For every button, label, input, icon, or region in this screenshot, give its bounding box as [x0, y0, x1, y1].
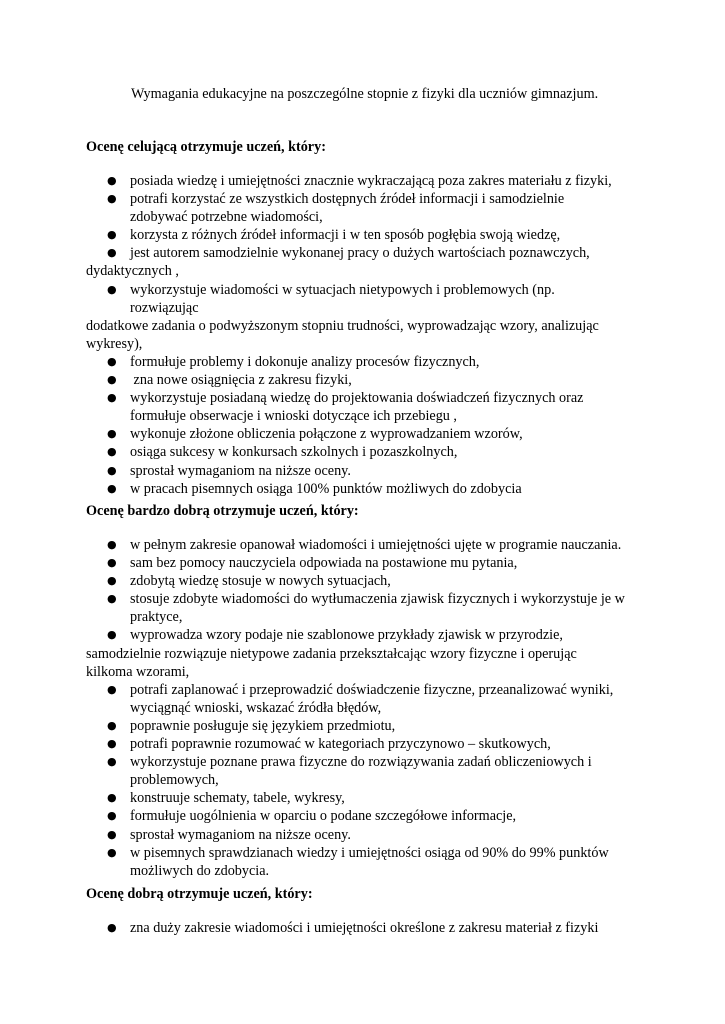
bullet-icon: ● — [107, 628, 117, 642]
list-item: ● wykorzystuje poznane prawa fizyczne do rozwiązywania zadań obliczeniowych i problemowych, — [107, 754, 592, 789]
bullet-icon: ● — [107, 538, 117, 551]
bullet-icon: ● — [107, 391, 117, 405]
list-item: ● wyprowadza wzory podaje nie szablonowe przykłady zjawisk w przyrodzie, samodzielnie rozwiązuje nietypowe zadania przekształcając wzory fizyczne i operując kilkoma wzorami, — [86, 627, 577, 680]
bullet-icon: ● — [107, 845, 117, 859]
list-item: ● wykorzystuje posiadaną wiedzę do projektowania doświadczeń fizycznych oraz formułuje obserwacje i wnioski dotyczące ich przebiegu , — [107, 390, 584, 425]
bullet-icon: ● — [107, 373, 117, 387]
list-item: ● konstruuje schematy, tabele, wykresy, — [107, 790, 345, 807]
section-list-dobra — [86, 919, 646, 937]
bullet-icon: ● — [107, 427, 117, 441]
list-item: ● w pełnym zakresie opanował wiadomości i umiejętności ujęte w programie nauczania. — [107, 537, 622, 553]
section-heading-celujaca: Ocenę celującą otrzymuje uczeń, który: — [86, 139, 326, 155]
list-item: ● stosuje zdobyte wiadomości do wytłumaczenia zjawisk fizycznych i wykorzystuje je w praktyce, — [107, 591, 625, 626]
bullet-icon: ● — [107, 809, 117, 823]
section-heading-dobra: Ocenę dobrą otrzymuje uczeń, który: — [86, 886, 313, 902]
list-item: ● poprawnie posługuje się językiem przedmiotu, — [107, 717, 396, 734]
list-item: ● formułuje uogólnienia w oparciu o podane szczegółowe informacje, — [107, 808, 517, 825]
list-item: ● potrafi zaplanować i przeprowadzić doświadczenie fizyczne, przeanalizować wyniki, wyciągnąć wnioski, wskazać źródła błędów, — [107, 681, 614, 716]
bullet-icon: ● — [107, 445, 117, 459]
section-list-celujaca — [86, 172, 646, 498]
bullet-icon: ● — [107, 574, 117, 588]
list-item: ● sam bez pomocy nauczyciela odpowiada na postawione mu pytania, — [107, 555, 518, 572]
list-item: ● zna nowe osiągnięcia z zakresu fizyki, — [107, 372, 352, 389]
list-item: ● jest autorem samodzielnie wykonanej pracy o dużych wartościach poznawczych, dydaktycznych , — [86, 245, 590, 280]
list-item: ● zna duży zakresie wiadomości i umiejętności określone z zakresu materiał z fizyki — [107, 920, 599, 936]
bullet-icon: ● — [107, 354, 117, 368]
bullet-icon: ● — [107, 192, 117, 206]
list-item: ● wykorzystuje wiadomości w sytuacjach nietypowych i problemowych (np. rozwiązując dodatkowe zadania o podwyższonym stopniu trudności, wyprowadzając wzory, analizując wykresy), — [86, 281, 599, 352]
bullet-icon: ● — [107, 921, 117, 934]
bullet-icon: ● — [107, 737, 117, 751]
bullet-icon: ● — [107, 463, 117, 477]
document-title: Wymagania edukacyjne na poszczególne stopnie z fizyki dla uczniów gimnazjum. — [131, 86, 599, 102]
bullet-icon: ● — [107, 718, 117, 732]
list-item: ● osiąga sukcesy w konkursach szkolnych i pozaszkolnych, — [107, 444, 458, 461]
bullet-icon: ● — [107, 682, 117, 696]
bullet-icon: ● — [107, 755, 117, 769]
section-list-bardzo-dobra — [86, 536, 646, 880]
list-item: ● korzysta z różnych źródeł informacji i w ten sposób pogłębia swoją wiedzę, — [107, 227, 561, 244]
section-heading-bardzo-dobra: Ocenę bardzo dobrą otrzymuje uczeń, który: — [86, 503, 359, 519]
list-item: ● potrafi poprawnie rozumować w kategoriach przyczynowo – skutkowych, — [107, 736, 551, 753]
list-item: ● sprostał wymaganiom na niższe oceny. — [107, 826, 351, 843]
list-item: ● w pracach pisemnych osiąga 100% punktów możliwych do zdobycia — [107, 480, 522, 497]
bullet-icon: ● — [107, 556, 117, 570]
list-item: ● formułuje problemy i dokonuje analizy procesów fizycznych, — [107, 353, 480, 370]
bullet-icon: ● — [107, 246, 117, 260]
list-item: ● posiada wiedzę i umiejętności znacznie wykraczającą poza zakres materiału z fizyki, — [107, 173, 612, 189]
list-item: ● potrafi korzystać ze wszystkich dostępnych źródeł informacji i samodzielnie zdobywać potrzebne wiadomości, — [107, 191, 565, 226]
bullet-icon: ● — [107, 827, 117, 841]
bullet-icon: ● — [107, 228, 117, 242]
list-item: ● zdobytą wiedzę stosuje w nowych sytuacjach, — [107, 573, 391, 590]
list-item: ● w pisemnych sprawdzianach wiedzy i umiejętności osiąga od 90% do 99% punktów możliwych do zdobycia. — [107, 844, 609, 879]
list-item: ● sprostał wymaganiom na niższe oceny. — [107, 462, 351, 479]
list-item: ● wykonuje złożone obliczenia połączone z wyprowadzaniem wzorów, — [107, 426, 523, 443]
bullet-icon: ● — [107, 282, 117, 296]
bullet-icon: ● — [107, 592, 117, 606]
bullet-icon: ● — [107, 791, 117, 805]
bullet-icon: ● — [107, 481, 117, 495]
bullet-icon: ● — [107, 174, 117, 187]
